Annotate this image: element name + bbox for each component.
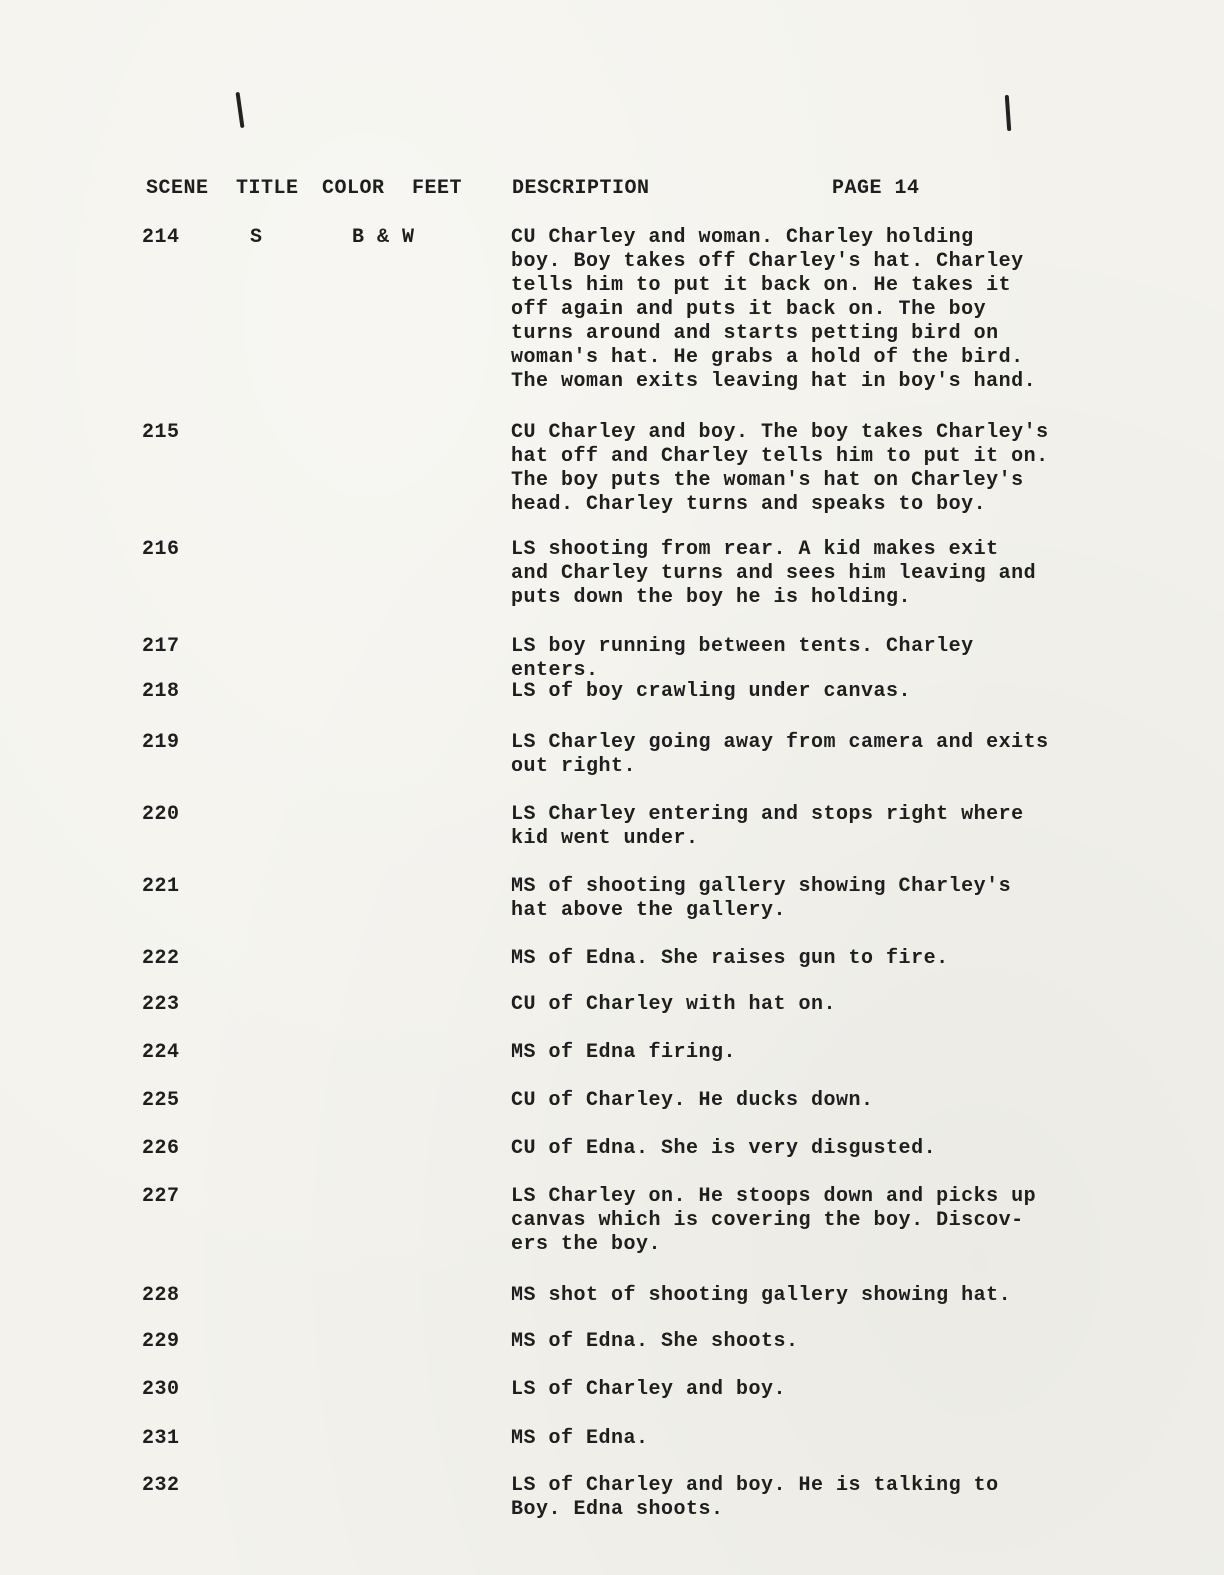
description-line: turns around and starts petting bird on: [511, 322, 999, 345]
description-line: CU of Edna. She is very disgusted.: [511, 1137, 937, 1160]
scene-description: [511, 680, 1171, 704]
scene-number: 222: [142, 947, 180, 970]
page-number: PAGE 14: [832, 177, 920, 200]
column-header: [0, 177, 1224, 207]
scene-number: 215: [142, 421, 180, 444]
scene-description: [511, 226, 1171, 394]
header-color: COLOR: [322, 177, 385, 200]
description-line: LS Charley entering and stops right where: [511, 803, 1024, 826]
description-line: CU of Charley. He ducks down.: [511, 1089, 874, 1112]
scene-description: [511, 803, 1171, 851]
scene-number: 214: [142, 226, 180, 249]
description-line: LS of boy crawling under canvas.: [511, 680, 912, 703]
header-title: TITLE: [236, 177, 299, 200]
description-line: tells him to put it back on. He takes it: [511, 274, 1012, 297]
scene-description: [511, 1137, 1171, 1161]
description-line: LS Charley on. He stoops down and picks up: [511, 1185, 1037, 1208]
description-line: ers the boy.: [511, 1233, 662, 1256]
description-line: and Charley turns and sees him leaving and: [511, 562, 1037, 585]
scene-description: [511, 947, 1171, 971]
description-line: CU Charley and boy. The boy takes Charley's: [511, 421, 1049, 444]
description-line: The woman exits leaving hat in boy's hand.: [511, 370, 1037, 393]
scene-number: 220: [142, 803, 180, 826]
scene-description: [511, 538, 1171, 610]
description-line: The boy puts the woman's hat on Charley's: [511, 469, 1024, 492]
punch-mark: [1005, 95, 1012, 131]
scene-description: [511, 1330, 1171, 1354]
scene-number: 216: [142, 538, 180, 561]
header-feet: FEET: [412, 177, 463, 200]
scene-description: [511, 1185, 1171, 1257]
scene-number: 221: [142, 875, 180, 898]
scene-description: [511, 1089, 1171, 1113]
scene-number: 231: [142, 1427, 180, 1450]
scene-description: [511, 993, 1171, 1017]
scene-number: 228: [142, 1284, 180, 1307]
description-line: LS Charley going away from camera and exits: [511, 731, 1049, 754]
description-line: MS of Edna.: [511, 1427, 649, 1450]
header-description: DESCRIPTION: [512, 177, 650, 200]
description-line: MS of Edna. She raises gun to fire.: [511, 947, 949, 970]
scene-number: 229: [142, 1330, 180, 1353]
description-line: LS of Charley and boy.: [511, 1378, 787, 1401]
description-line: kid went under.: [511, 827, 699, 850]
header-scene: SCENE: [146, 177, 209, 200]
scene-number: 219: [142, 731, 180, 754]
description-line: head. Charley turns and speaks to boy.: [511, 493, 987, 516]
description-line: MS of shooting gallery showing Charley's: [511, 875, 1012, 898]
description-line: CU of Charley with hat on.: [511, 993, 837, 1016]
scene-description: [511, 421, 1171, 517]
scene-description: [511, 1474, 1171, 1522]
scene-description: [511, 1378, 1171, 1402]
description-line: MS of Edna firing.: [511, 1041, 737, 1064]
scene-number: 217: [142, 635, 180, 658]
scene-description: [511, 875, 1171, 923]
description-line: puts down the boy he is holding.: [511, 586, 912, 609]
scene-number: 226: [142, 1137, 180, 1160]
description-line: CU Charley and woman. Charley holding: [511, 226, 974, 249]
description-line: enters.: [511, 659, 599, 682]
description-line: woman's hat. He grabs a hold of the bird.: [511, 346, 1024, 369]
description-line: MS of Edna. She shoots.: [511, 1330, 799, 1353]
scene-description: [511, 1427, 1171, 1451]
scene-description: [511, 1041, 1171, 1065]
scene-number: 227: [142, 1185, 180, 1208]
description-line: hat off and Charley tells him to put it on.: [511, 445, 1049, 468]
description-line: LS shooting from rear. A kid makes exit: [511, 538, 999, 561]
scene-description: [511, 1284, 1171, 1308]
scene-number: 232: [142, 1474, 180, 1497]
scene-color: B & W: [352, 226, 415, 249]
description-line: MS shot of shooting gallery showing hat.: [511, 1284, 1012, 1307]
description-line: off again and puts it back on. The boy: [511, 298, 987, 321]
scene-title-code: S: [250, 226, 263, 249]
description-line: LS boy running between tents. Charley: [511, 635, 974, 658]
description-line: hat above the gallery.: [511, 899, 787, 922]
description-line: canvas which is covering the boy. Discov-: [511, 1209, 1024, 1232]
scene-description: [511, 635, 1171, 683]
scene-number: 218: [142, 680, 180, 703]
description-line: LS of Charley and boy. He is talking to: [511, 1474, 999, 1497]
punch-mark: [236, 92, 245, 128]
scene-number: 225: [142, 1089, 180, 1112]
description-line: Boy. Edna shoots.: [511, 1498, 724, 1521]
scene-description: [511, 731, 1171, 779]
scene-number: 230: [142, 1378, 180, 1401]
scene-number: 224: [142, 1041, 180, 1064]
scene-number: 223: [142, 993, 180, 1016]
description-line: out right.: [511, 755, 637, 778]
description-line: boy. Boy takes off Charley's hat. Charley: [511, 250, 1024, 273]
